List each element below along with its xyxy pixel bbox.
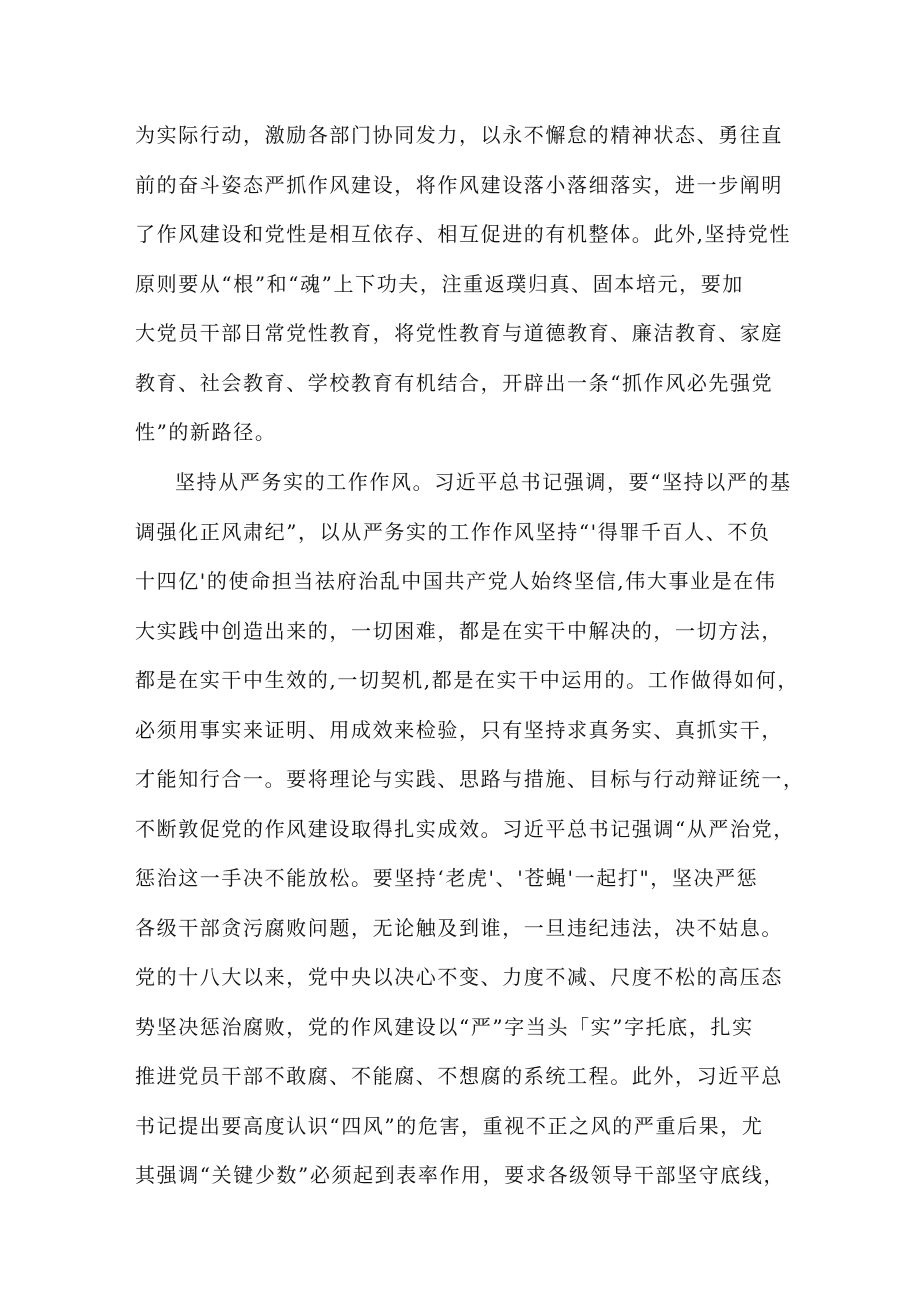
text-line: 性”的新路径。 xyxy=(135,420,277,444)
text-line: 不断敦促党的作风建设取得扎实成效。习近平总书记强调“从严治党， xyxy=(135,816,795,841)
text-line: 党的十八大以来，党中央以决心不变、力度不减、尺度不松的高压态 xyxy=(135,965,783,989)
text-line: 调强化正风肃纪”，以从严务实的工作作风坚持“'得罪千百人、不负 xyxy=(135,519,771,544)
text-line: 前的奋斗姿态严抓作风建设，将作风建设落小落细落实，进一步阐明 xyxy=(135,172,783,197)
text-line: 各级干部贪污腐败问题，无论触及到谁，一旦违纪违法，决不姑息。 xyxy=(135,915,783,940)
text-line: 为实际行动，激励各部门协同发力，以永不懈怠的精神状态、勇往直 xyxy=(135,123,783,147)
text-line: 其强调“关键少数”必须起到表率作用，要求各级领导干部坚守底线， xyxy=(135,1163,786,1187)
text-line: 势坚决惩治腐败，党的作风建设以“严”字当头「实”字托底，扎实 xyxy=(135,1014,754,1039)
text-line: 原则要从“根”和“魂”上下功夫，注重返璞归真、固本培元，要加 xyxy=(135,271,744,296)
text-line: 惩治这一手决不能放松。要坚持‘老虎'、'苍蝇'一起打"，坚决严惩 xyxy=(135,866,759,890)
text-line: 必须用事实来证明、用成效来检验，只有坚持求真务实、真抓实干， xyxy=(135,717,783,742)
text-line: 十四亿'的使命担当祛府治乱中国共产党人始终坚信,伟大事业是在伟 xyxy=(135,569,777,593)
text-line: 才能知行合一。要将理论与实践、思路与措施、目标与行动辩证统一， xyxy=(135,767,805,791)
paragraph-strict-work-style xyxy=(135,465,805,1208)
text-line: 了作风建设和党性是相互依存、相互促进的有机整体。此外,坚持党性 xyxy=(135,222,791,246)
text-line: 坚持从严务实的工作作风。习近平总书记强调，要“坚持以严的基 xyxy=(175,470,792,494)
text-line: 大党员干部日常党性教育，将党性教育与道德教育、廉洁教育、家庭 xyxy=(135,321,783,345)
text-line: 教育、社会教育、学校教育有机结合，开辟出一条“抓作风必先强党 xyxy=(135,370,774,395)
text-line: 都是在实干中生效的,一切契机,都是在实干中运用的。工作做得如何， xyxy=(135,668,799,692)
text-line: 书记提出要高度认识“四风”的危害，重视不正之风的严重后果，尤 xyxy=(135,1113,764,1138)
text-line: 大实践中创造出来的，一切困难，都是在实干中解决的，一切方法， xyxy=(135,618,783,643)
paragraph-party-spirit xyxy=(135,118,795,465)
text-line: 推进党员干部不敢腐、不能腐、不想腐的系统工程。此外，习近平总 xyxy=(135,1064,783,1088)
